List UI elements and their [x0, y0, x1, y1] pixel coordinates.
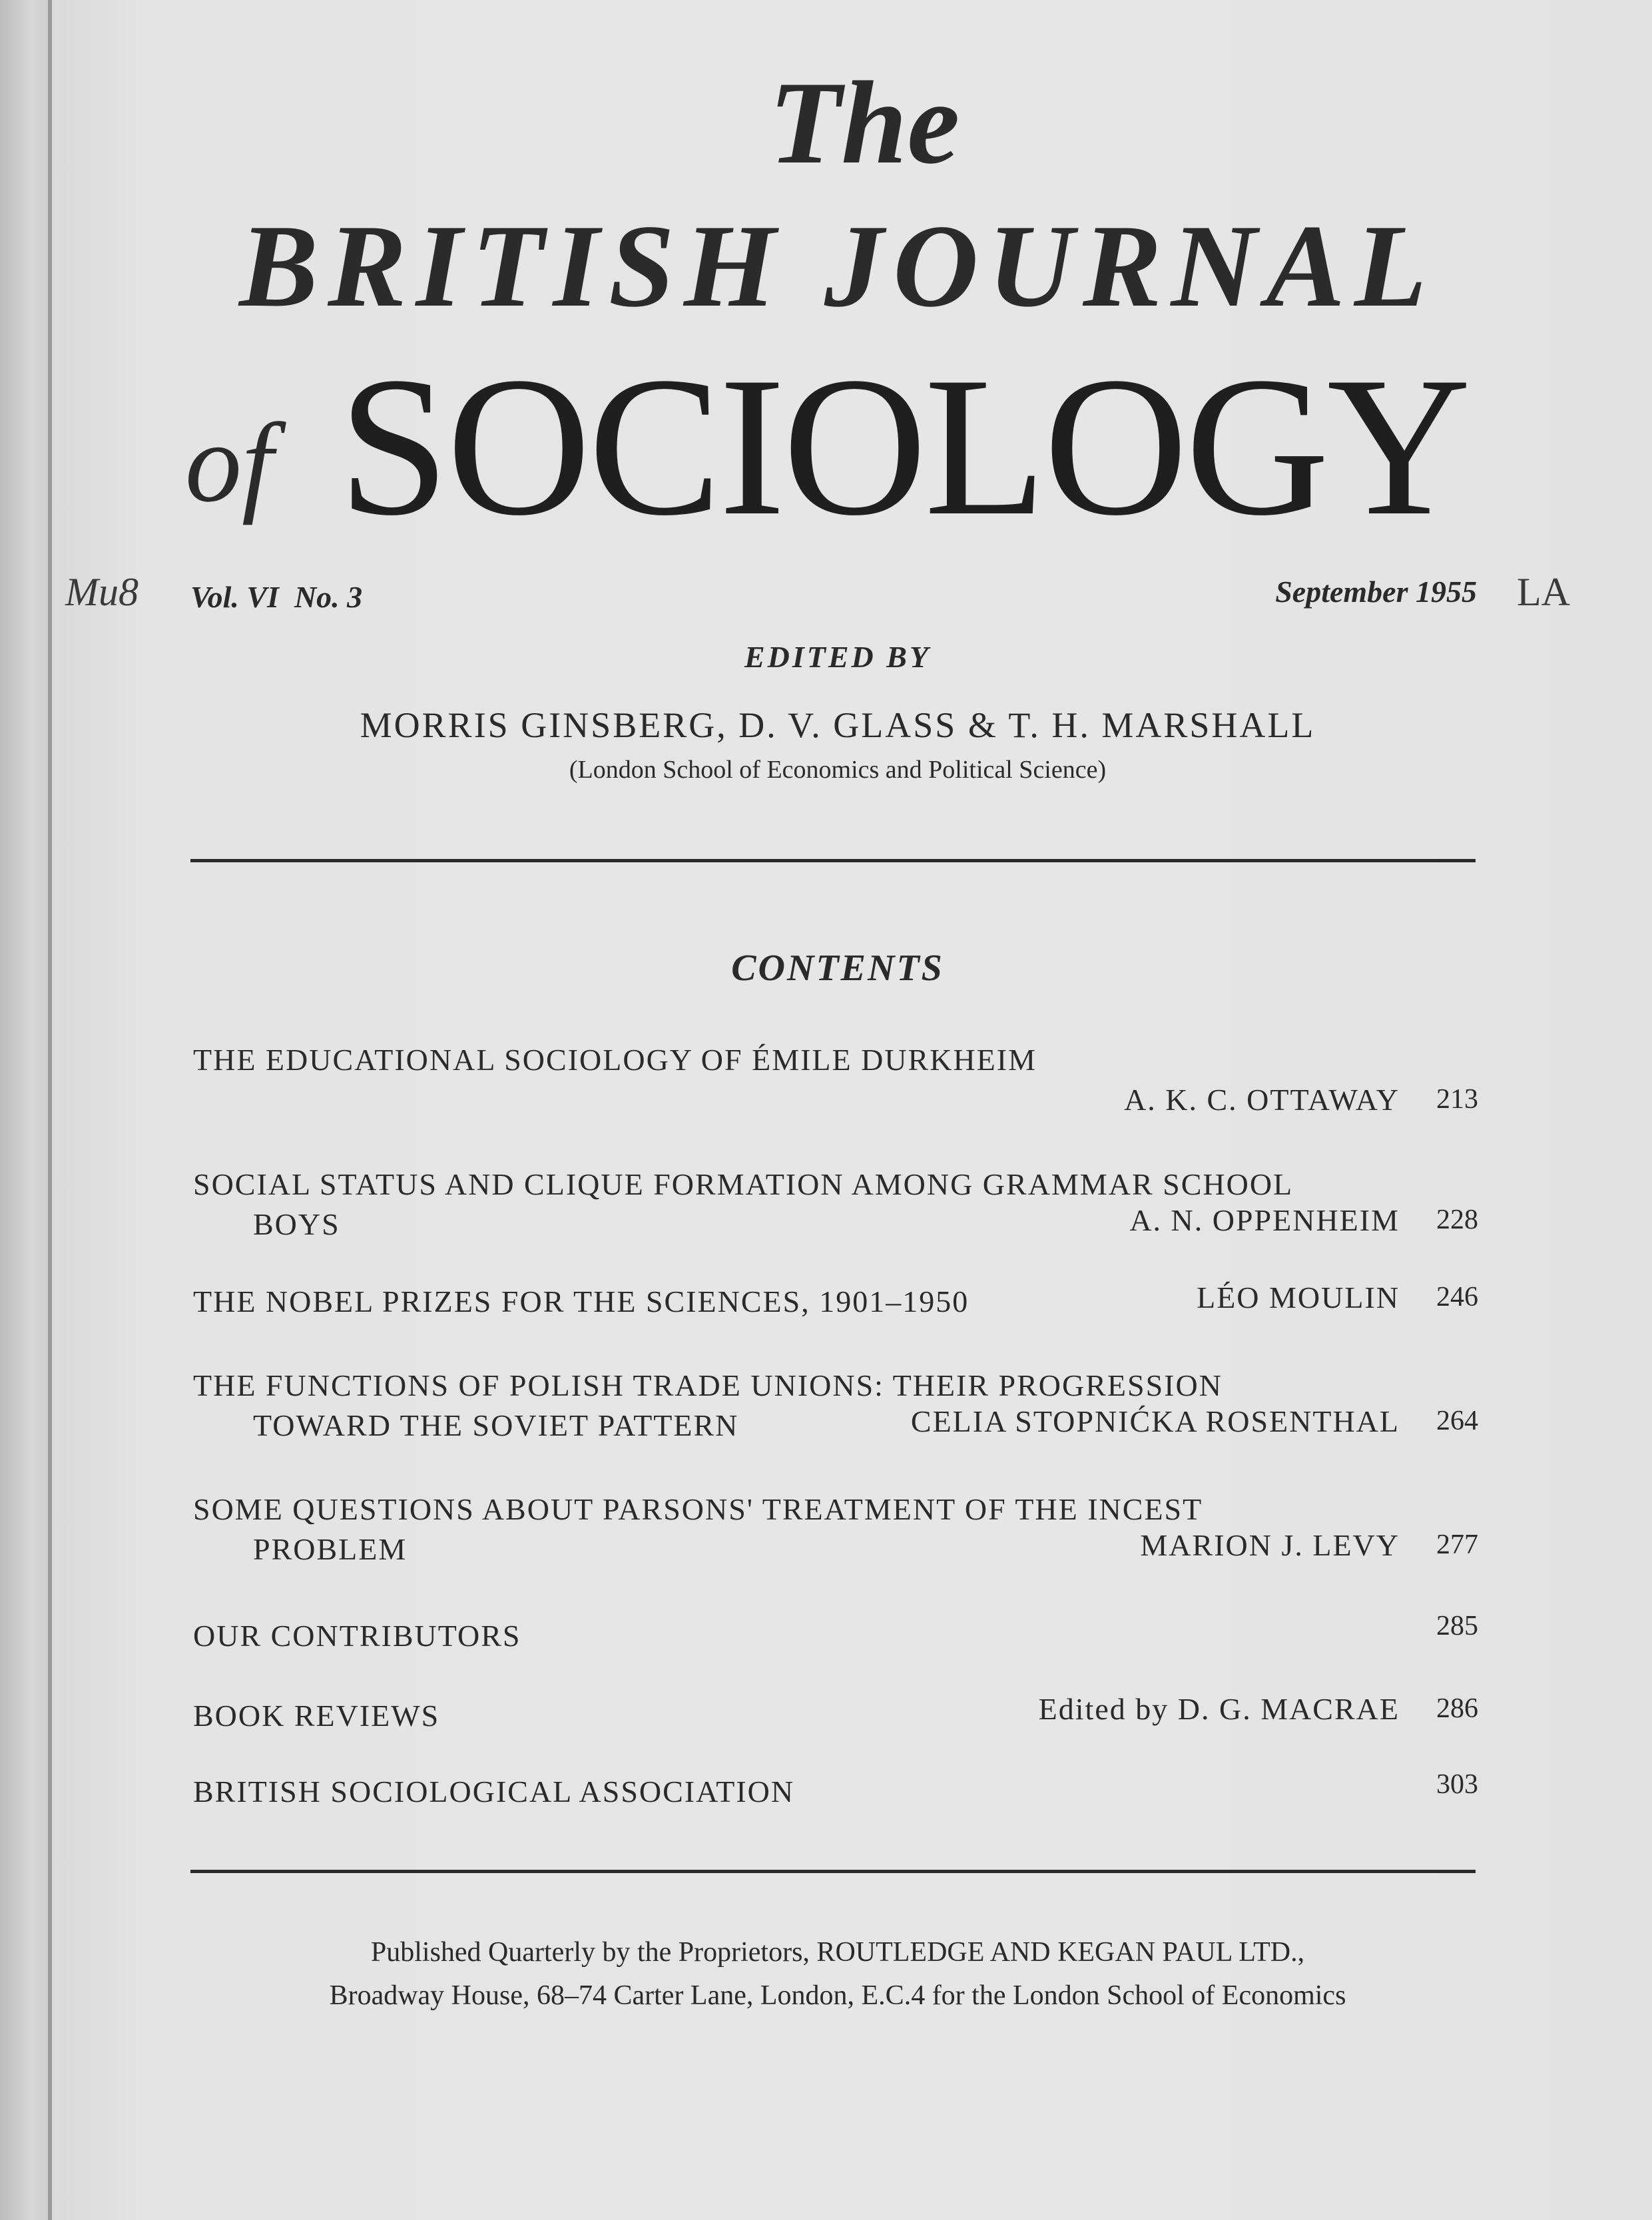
toc-title: BOOK REVIEWS	[193, 1699, 440, 1733]
toc-page-number: 285	[1436, 1611, 1478, 1641]
publisher-line-2: Broadway House, 68–74 Carter Lane, London, E.C.4 for the London School of Economics	[329, 1980, 1346, 2012]
toc-title: SOME QUESTIONS ABOUT PARSONS' TREATMENT OF THE INCEST	[193, 1492, 1203, 1526]
toc-author: LÉO MOULIN	[1197, 1280, 1400, 1314]
bottom-divider	[190, 1870, 1476, 1873]
toc-title: THE FUNCTIONS OF POLISH TRADE UNIONS: THEIR PROGRESSION	[193, 1368, 1223, 1402]
toc-page-number: 277	[1436, 1529, 1478, 1560]
journal-cover-page	[52, 0, 1652, 2220]
toc-title: SOCIAL STATUS AND CLIQUE FORMATION AMONG GRAMMAR SCHOOL	[193, 1167, 1294, 1201]
masthead-the: The	[768, 57, 960, 188]
toc-author: CELIA STOPNIĆKA ROSENTHAL	[910, 1404, 1400, 1438]
toc-title-continued: PROBLEM	[253, 1532, 408, 1566]
toc-title-continued: TOWARD THE SOVIET PATTERN	[253, 1408, 739, 1442]
toc-title: BRITISH SOCIOLOGICAL ASSOCIATION	[193, 1775, 795, 1808]
toc-author: MARION J. LEVY	[1140, 1528, 1400, 1562]
handwritten-mark-left: Mu8	[65, 570, 138, 614]
masthead-british-journal: BRITISH JOURNAL	[239, 200, 1436, 332]
masthead-of: of	[185, 400, 274, 525]
toc-page-number: 264	[1436, 1406, 1478, 1436]
handwritten-mark-right: LA	[1517, 570, 1570, 614]
editors-names: MORRIS GINSBERG, D. V. GLASS & T. H. MARSHALL	[360, 705, 1316, 745]
toc-title: OUR CONTRIBUTORS	[193, 1619, 521, 1653]
toc-title-continued: BOYS	[253, 1207, 340, 1241]
toc-page-number: 303	[1436, 1769, 1478, 1800]
toc-title: THE NOBEL PRIZES FOR THE SCIENCES, 1901–1950	[193, 1284, 969, 1318]
editors-affiliation: (London School of Economics and Political Science)	[569, 756, 1107, 784]
contents-heading: CONTENTS	[731, 948, 944, 989]
top-divider	[190, 859, 1476, 862]
publisher-line-1: Published Quarterly by the Proprietors, ROUTLEDGE AND KEGAN PAUL LTD.,	[370, 1937, 1305, 1968]
issue-date: September 1955	[1275, 575, 1477, 609]
adjacent-page-edge	[0, 0, 52, 2220]
toc-author: A. K. C. OTTAWAY	[1124, 1083, 1400, 1117]
publisher-imprint	[185, 1931, 1490, 2018]
masthead-sociology: SOCIOLOGY	[338, 336, 1469, 557]
toc-page-number: 213	[1436, 1084, 1478, 1115]
toc-title: THE EDUCATIONAL SOCIOLOGY OF ÉMILE DURKHEIM	[193, 1043, 1037, 1077]
toc-page-number: 246	[1436, 1282, 1478, 1312]
edited-by-label: EDITED BY	[744, 640, 932, 674]
toc-page-number: 286	[1436, 1693, 1478, 1724]
toc-author: Edited by D. G. MACRAE	[1038, 1692, 1400, 1726]
toc-page-number: 228	[1436, 1205, 1478, 1235]
toc-author: A. N. OPPENHEIM	[1129, 1203, 1400, 1237]
volume-number: Vol. VI No. 3	[190, 580, 363, 614]
